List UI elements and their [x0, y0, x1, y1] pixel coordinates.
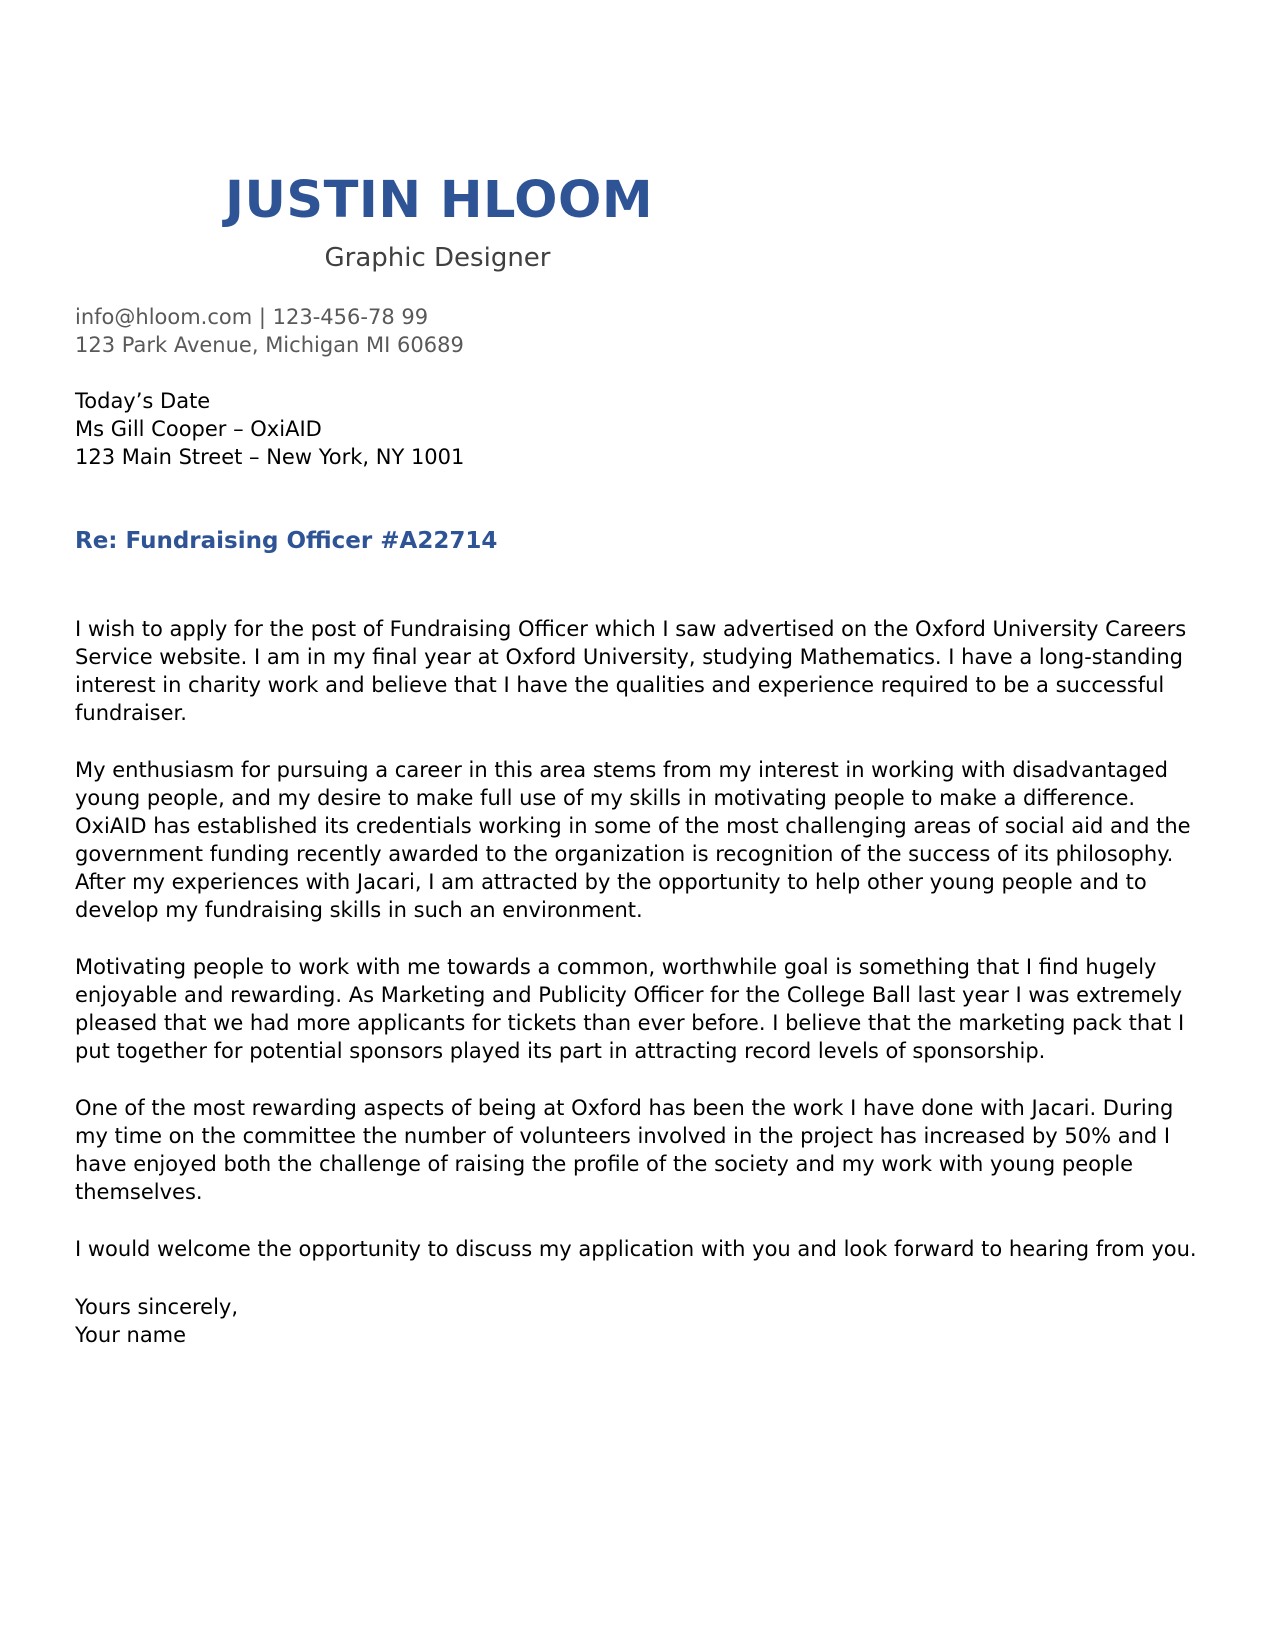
contact-email-phone: info@hloom.com | 123-456-78 99: [75, 305, 429, 329]
signature-name: Your name: [75, 1323, 187, 1347]
letter-body: [75, 615, 1205, 1292]
recipient-address: 123 Main Street – New York, NY 1001: [75, 445, 465, 469]
letter-date: Today’s Date: [75, 389, 211, 413]
recipient-name-company: Ms Gill Cooper – OxiAID: [75, 417, 322, 441]
closing-block: [75, 1293, 238, 1349]
recipient-block: [75, 387, 464, 471]
body-paragraph-3: Motivating people to work with me towards a common, worthwhile goal is something that I find hugely enjoyable and rewarding. As Marketing and Publicity Officer for the College Ball last year I was extremely pleased that we had more applicants for tickets than ever before. I believe that the marketing pack that I put together for potential sponsors played its part in attracting record levels of sponsorship.: [75, 955, 1185, 1063]
applicant-job-title: Graphic Designer: [324, 243, 551, 273]
body-paragraph-1: I wish to apply for the post of Fundraising Officer which I saw advertised on the Oxford University Careers Service website. I am in my final year at Oxford University, studying Mathematics. I have a long-standing interest in charity work and believe that I have the qualities and experience required to be a successful fundraiser.: [75, 617, 1187, 725]
body-paragraph-5: I would welcome the opportunity to discuss my application with you and look forward to hearing from you.: [75, 1237, 1197, 1261]
applicant-name: JUSTIN HLOOM: [225, 171, 654, 230]
letter-subject: Re: Fundraising Officer #A22714: [75, 528, 498, 554]
closing-salutation: Yours sincerely,: [75, 1295, 239, 1319]
contact-block: [75, 303, 464, 359]
body-paragraph-2: My enthusiasm for pursuing a career in this area stems from my interest in working with disadvantaged young people, and my desire to make full use of my skills in motivating people to make a difference. OxiAID has established its credentials working in some of the most challenging areas of social aid and the government funding recently awarded to the organization is recognition of the success of its philosophy. After my experiences with Jacari, I am attracted by the opportunity to help other young people and to develop my fundraising skills in such an environment.: [75, 758, 1191, 922]
body-paragraph-4: One of the most rewarding aspects of being at Oxford has been the work I have done with Jacari. During my time on the committee the number of volunteers involved in the project has increased by 50% and I have enjoyed both the challenge of raising the profile of the society and my work with young people themselves.: [75, 1096, 1174, 1204]
contact-address: 123 Park Avenue, Michigan MI 60689: [75, 333, 464, 357]
